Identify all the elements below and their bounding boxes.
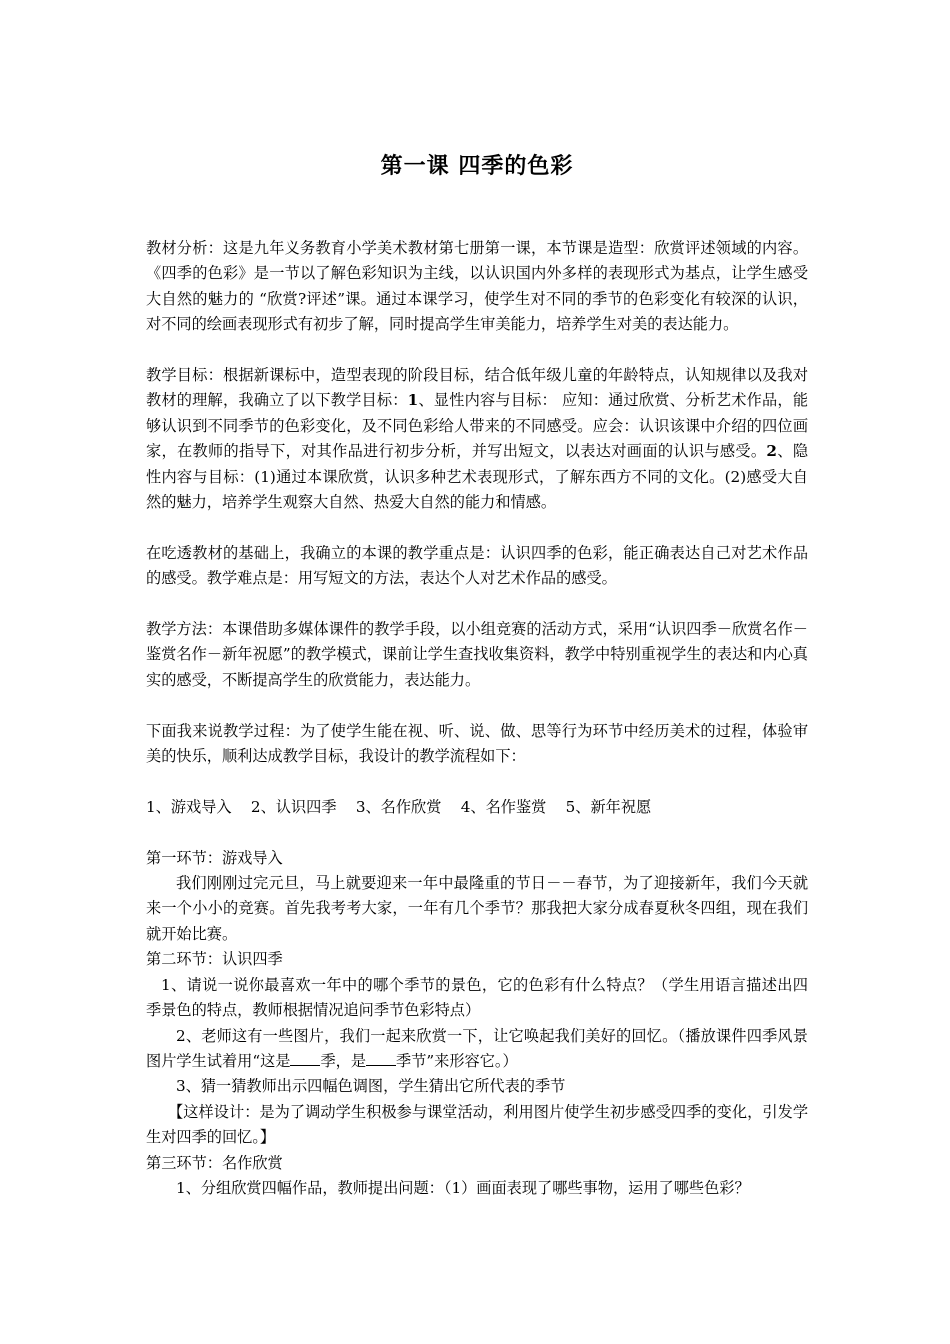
goals-paragraph (146, 363, 808, 515)
goals-number-1: 1 (407, 391, 419, 410)
goals-text-3: 、隐性内容与目标：(1)通过本课欣赏，认识多种艺术表现形式，了解东西方不同的文化。(2)感受大自然的魅力，培养学生观察大自然、热爱大自然的能力和情感。 (146, 442, 809, 512)
section-3-heading: 第三环节：名作欣赏 (146, 1153, 283, 1172)
section-1-body: 我们刚刚过完元旦，马上就要迎来一年中最隆重的节日－－春节，为了迎接新年，我们今天就来一个小小的竞赛。首先我考考大家，一年有几个季节？那我把大家分成春夏秋冬四组，现在我们就开始比赛。 (146, 874, 808, 943)
section-3-item-1: 1、分组欣赏四幅作品，教师提出问题：（1）画面表现了哪些事物，运用了哪些色彩？ (176, 1178, 750, 1197)
blank-underline (366, 1051, 396, 1066)
process-paragraph: 下面我来说教学过程：为了使学生能在视、听、说、做、思等行为环节中经历美术的过程，体验审美的快乐，顺利达成教学目标，我设计的教学流程如下： (146, 721, 808, 766)
blank-underline (290, 1051, 320, 1066)
goals-text-1: 教学目标：根据新课标中，造型表现的阶段目标，结合低年级儿童的年龄特点，认知规律以及我对教材的理解，我确立了以下教学目标： (146, 366, 808, 410)
document-page (146, 148, 808, 1201)
goals-number-2: 2 (766, 442, 777, 461)
paragraph-gap (146, 338, 808, 363)
section-2-item-1: 1、请说一说你最喜欢一年中的哪个季节的景色，它的色彩有什么特点？（学生用语言描述出四季景色的特点，教师根据情况追问季节色彩特点） (146, 975, 808, 1020)
section-2-item-2 (146, 1024, 808, 1075)
method-paragraph: 教学方法：本课借助多媒体课件的教学手段，以小组竞赛的活动方式，采用“认识四季－欣赏名作－鉴赏名作－新年祝愿”的教学模式，课前让学生查找收集资料，教学中特别重视学生的表达和内心真实的感受，不断提高学生的欣赏能力，表达能力。 (146, 620, 808, 689)
paragraph-gap (146, 769, 808, 794)
item-2-text-b: 季，是 (320, 1051, 367, 1070)
paragraph-gap (146, 693, 808, 718)
steps-list: 1、游戏导入 2、认识四季 3、名作欣赏 4、名作鉴赏 5、新年祝愿 (146, 797, 652, 816)
paragraph-gap (146, 515, 808, 540)
page-title: 第一课 四季的色彩 (380, 153, 574, 179)
section-2-item-3: 3、猜一猜教师出示四幅色调图，学生猜出它所代表的季节 (176, 1077, 566, 1096)
paragraph-gap (146, 820, 808, 845)
keypoints-paragraph: 在吃透教材的基础上，我确立的本课的教学重点是：认识四季的色彩，能正确表达自己对艺术作品的感受。教学难点是：用写短文的方法，表达个人对艺术作品的感受。 (146, 543, 808, 588)
item-2-text-c: 季节”来形容它。） (396, 1051, 518, 1070)
goals-text-2: 、显性内容与目标： 应知：通过欣赏、分析艺术作品，能够认识到不同季节的色彩变化，及不同色彩给人带来的不同感受。应会：认识该课中介绍的四位画家，在教师的指导下，对其作品进行初步分析，并写出短文，以表达对画面的认识与感受。 (146, 391, 809, 461)
item-2-text-a: 2、老师这有一些图片，我们一起来欣赏一下，让它唤起我们美好的回忆。（播放课件四季风景图片学生试着用“这是 (146, 1026, 808, 1070)
section-2-design-note: 【这样设计：是为了调动学生积极参与课堂活动，利用图片使学生初步感受四季的变化，引发学生对四季的回忆。】 (146, 1102, 808, 1147)
section-1-heading: 第一环节：游戏导入 (146, 848, 283, 867)
section-2-heading: 第二环节：认识四季 (146, 950, 283, 969)
paragraph-gap (146, 592, 808, 617)
analysis-paragraph: 教材分析：这是九年义务教育小学美术教材第七册第一课，本节课是造型：欣赏评述领域的内容。《四季的色彩》是一节以了解色彩知识为主线，以认识国内外多样的表现形式为基点，让学生感受大自然的魅力的 “欣赏?评述”课。通过本课学习，使学生对不同的季节的色彩变化有较深的认识，对不同的绘画表现形式有初步了解，同时提高学生审美能力，培养学生对美的表达能力。 (146, 239, 808, 334)
